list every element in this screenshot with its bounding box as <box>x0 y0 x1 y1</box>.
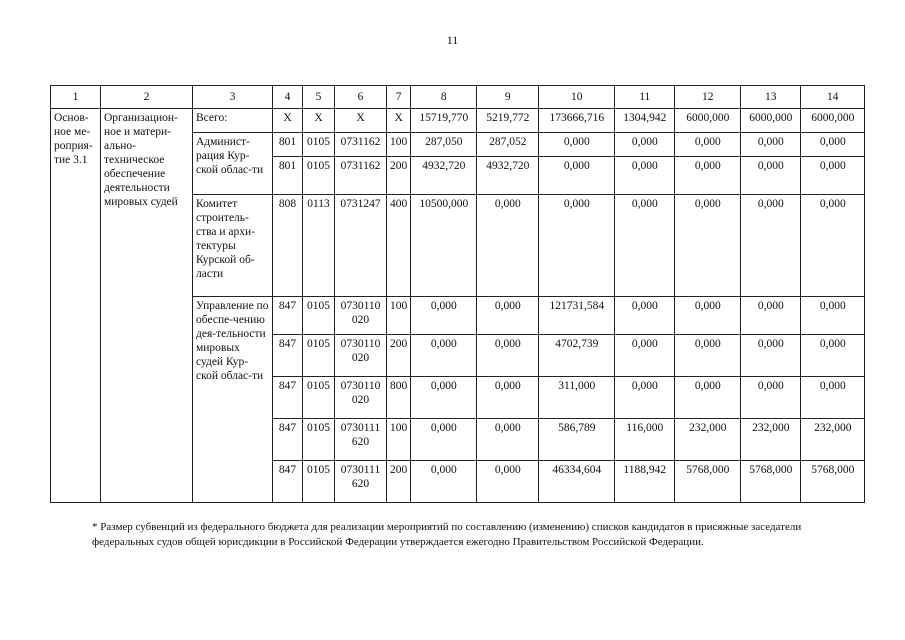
table-cell: 0,000 <box>477 377 539 419</box>
table-cell: 6000,000 <box>741 109 801 133</box>
table-cell: 4932,720 <box>411 157 477 195</box>
table-cell: Х <box>303 109 335 133</box>
header-cell: 12 <box>675 86 741 109</box>
table-cell: 0,000 <box>741 157 801 195</box>
table-cell: 5768,000 <box>675 461 741 503</box>
header-cell: 8 <box>411 86 477 109</box>
table-cell: 801 <box>273 157 303 195</box>
table-cell: 0,000 <box>741 195 801 297</box>
table-cell: 0730111 620 <box>335 461 387 503</box>
table-cell: 0,000 <box>539 157 615 195</box>
table-cell: 0,000 <box>675 157 741 195</box>
table-cell: 0105 <box>303 335 335 377</box>
table-cell: 287,052 <box>477 133 539 157</box>
table-cell: 0105 <box>303 461 335 503</box>
table-cell: 0,000 <box>741 133 801 157</box>
table-cell: 0,000 <box>675 133 741 157</box>
table-cell: 800 <box>387 377 411 419</box>
table-cell: 0,000 <box>741 377 801 419</box>
table-cell: 100 <box>387 297 411 335</box>
table-cell: 847 <box>273 297 303 335</box>
header-cell: 1 <box>51 86 101 109</box>
table-cell: 0105 <box>303 297 335 335</box>
header-cell: 7 <box>387 86 411 109</box>
table-cell: 0,000 <box>741 335 801 377</box>
table-cell: 0,000 <box>801 133 865 157</box>
table-cell: Х <box>335 109 387 133</box>
table-row-total <box>51 109 865 133</box>
table-cell: 1188,942 <box>615 461 675 503</box>
table-cell: 0113 <box>303 195 335 297</box>
header-cell: 14 <box>801 86 865 109</box>
table-cell: 847 <box>273 419 303 461</box>
header-cell: 9 <box>477 86 539 109</box>
table-cell: 173666,716 <box>539 109 615 133</box>
agency-name-cell: Админист-рация Кур-ской облас-ти <box>193 133 273 195</box>
table-cell: Х <box>273 109 303 133</box>
table-cell: 0,000 <box>411 377 477 419</box>
table-cell: Х <box>387 109 411 133</box>
agency-name-cell: Комитет строитель-ства и архи-тектуры Курской об-ласти <box>193 195 273 297</box>
table-cell: 0,000 <box>477 335 539 377</box>
table-cell: 847 <box>273 461 303 503</box>
table-cell: 0,000 <box>539 195 615 297</box>
table-cell: 847 <box>273 335 303 377</box>
table-cell: 200 <box>387 461 411 503</box>
table-cell: 100 <box>387 419 411 461</box>
table-cell: 0,000 <box>675 335 741 377</box>
table-cell: 0730111 620 <box>335 419 387 461</box>
table-cell: 801 <box>273 133 303 157</box>
budget-table <box>50 85 865 503</box>
table-cell: 0,000 <box>801 377 865 419</box>
table-cell: 232,000 <box>801 419 865 461</box>
table-cell: 847 <box>273 377 303 419</box>
table-cell: 5768,000 <box>801 461 865 503</box>
header-cell: 5 <box>303 86 335 109</box>
table-cell: 0,000 <box>741 297 801 335</box>
table-cell: 311,000 <box>539 377 615 419</box>
table-cell: 0731247 <box>335 195 387 297</box>
table-cell: 0730110 020 <box>335 377 387 419</box>
header-cell: 10 <box>539 86 615 109</box>
table-cell: 116,000 <box>615 419 675 461</box>
table-cell: 0,000 <box>801 297 865 335</box>
table-cell: 0731162 <box>335 133 387 157</box>
table-cell: 0,000 <box>411 335 477 377</box>
table-cell: 232,000 <box>675 419 741 461</box>
activity-description-cell: Организацион-ное и матери-ально-техническое обеспечение деятельности мировых судей <box>101 109 193 503</box>
header-cell: 11 <box>615 86 675 109</box>
table-cell: 0730110 020 <box>335 297 387 335</box>
table-cell: 5219,772 <box>477 109 539 133</box>
footnote: * Размер субвенций из федерального бюджета для реализации мероприятий по составлению (изменению) списков кандидатов в присяжные заседатели федеральных судов общей юрисдикции в Российской Федерации утверждается ежегодно Правительством Российской Федерации. <box>92 521 802 548</box>
page-number: 11 <box>446 33 459 47</box>
table-cell: 0105 <box>303 377 335 419</box>
table-cell: 0,000 <box>411 297 477 335</box>
table-cell: 10500,000 <box>411 195 477 297</box>
table-cell: 0,000 <box>411 419 477 461</box>
header-cell: 6 <box>335 86 387 109</box>
table-cell: 0,000 <box>675 195 741 297</box>
table-cell: 808 <box>273 195 303 297</box>
table-cell: 100 <box>387 133 411 157</box>
header-cell: 13 <box>741 86 801 109</box>
table-cell: 0105 <box>303 157 335 195</box>
table-cell: 0105 <box>303 133 335 157</box>
activity-name-cell: Основ-ное ме-роприя-тие 3.1 <box>51 109 101 503</box>
table-cell: 0,000 <box>477 297 539 335</box>
table-cell: 0,000 <box>615 133 675 157</box>
table-cell: 5768,000 <box>741 461 801 503</box>
table-cell: 0731162 <box>335 157 387 195</box>
table-cell: 0,000 <box>801 195 865 297</box>
table-cell: 0,000 <box>411 461 477 503</box>
table-cell: 232,000 <box>741 419 801 461</box>
table-header-row <box>51 86 865 109</box>
table-cell: 1304,942 <box>615 109 675 133</box>
table-cell: 200 <box>387 157 411 195</box>
table-cell: 0,000 <box>477 461 539 503</box>
table-cell: 0,000 <box>539 133 615 157</box>
table-cell: 200 <box>387 335 411 377</box>
table-cell: 586,789 <box>539 419 615 461</box>
table-cell: 0,000 <box>675 377 741 419</box>
table-cell: 0105 <box>303 419 335 461</box>
total-label-cell: Всего: <box>193 109 273 133</box>
table-cell: 0,000 <box>615 195 675 297</box>
table-cell: 400 <box>387 195 411 297</box>
table-cell: 0,000 <box>477 195 539 297</box>
table-cell: 6000,000 <box>801 109 865 133</box>
table-cell: 0,000 <box>477 419 539 461</box>
table-cell: 4932,720 <box>477 157 539 195</box>
header-cell: 2 <box>101 86 193 109</box>
table-cell: 121731,584 <box>539 297 615 335</box>
table-cell: 0,000 <box>801 335 865 377</box>
table-cell: 0,000 <box>615 297 675 335</box>
table-cell: 0,000 <box>801 157 865 195</box>
table-cell: 0,000 <box>615 157 675 195</box>
table-cell: 287,050 <box>411 133 477 157</box>
table-cell: 0,000 <box>615 335 675 377</box>
table-cell: 0,000 <box>675 297 741 335</box>
table-cell: 0,000 <box>615 377 675 419</box>
agency-name-cell: Управление по обеспе-чению дея-тельности мировых судей Кур-ской облас-ти <box>193 297 273 503</box>
table-cell: 15719,770 <box>411 109 477 133</box>
table-cell: 46334,604 <box>539 461 615 503</box>
table-cell: 4702,739 <box>539 335 615 377</box>
table-cell: 0730110 020 <box>335 335 387 377</box>
header-cell: 3 <box>193 86 273 109</box>
header-cell: 4 <box>273 86 303 109</box>
table-cell: 6000,000 <box>675 109 741 133</box>
